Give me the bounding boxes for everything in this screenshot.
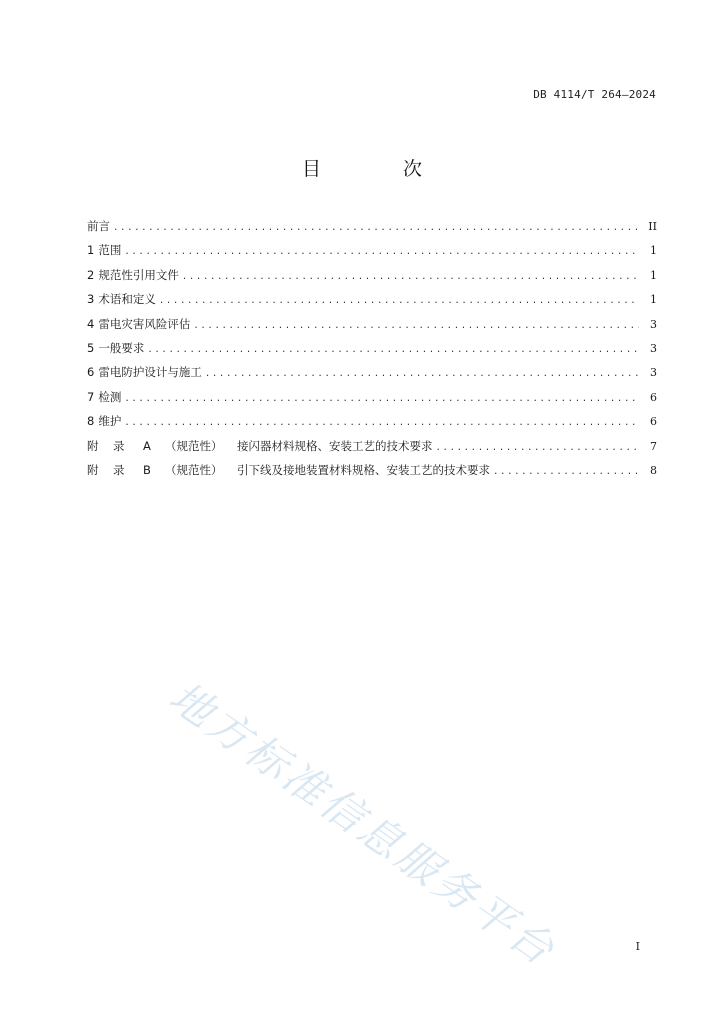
appendix-prefix-lu: 录: [113, 438, 125, 453]
toc-entry-label: 前言: [87, 219, 110, 233]
toc-entry-page: 6: [650, 390, 657, 404]
toc-entry-page: 3: [650, 341, 657, 355]
toc-entry-design-construction[interactable]: [87, 364, 657, 388]
toc-entry-scope[interactable]: [87, 242, 657, 266]
toc-entry-page: 1: [650, 268, 657, 282]
toc-entry-appendix-a[interactable]: [87, 438, 657, 462]
table-of-contents: [87, 218, 657, 486]
toc-title: 目 次: [301, 158, 461, 180]
appendix-prefix-fu: 附: [87, 462, 99, 477]
toc-entry-number: 4: [87, 316, 95, 331]
toc-entry-number: 8: [87, 414, 95, 429]
toc-entry-page: 8: [650, 463, 657, 477]
toc-entry-label: 检测: [98, 389, 122, 404]
document-code: DB 4114/T 264—2024: [533, 88, 656, 101]
dot-leader: [193, 318, 639, 335]
toc-entry-number: 7: [87, 389, 95, 404]
toc-entry-label: 规范性引用文件: [98, 267, 179, 282]
toc-entry-label: 术语和定义: [98, 292, 156, 307]
toc-entry-terms-definitions[interactable]: [87, 291, 657, 315]
appendix-type: （规范性）: [165, 462, 223, 477]
toc-entry-label: 范围: [98, 243, 122, 258]
toc-entry-label: 雷电防护设计与施工: [98, 365, 202, 380]
appendix-prefix-lu: 录: [113, 462, 125, 477]
toc-entry-page: 3: [650, 317, 657, 331]
toc-entry-number: 5: [87, 340, 95, 355]
watermark: 地方标准信息服务平台: [160, 671, 566, 976]
toc-entry-page: 6: [650, 415, 657, 429]
toc-entry-inspection[interactable]: [87, 389, 657, 413]
toc-entry-label: 接闪器材料规格、安装工艺的技术要求: [237, 438, 433, 453]
toc-entry-page: 1: [650, 293, 657, 307]
dot-leader: [124, 244, 639, 261]
toc-entry-label: 一般要求: [98, 340, 145, 355]
toc-entry-page: 3: [650, 366, 657, 380]
toc-entry-number: 1: [87, 243, 95, 258]
appendix-type: （规范性）: [165, 438, 223, 453]
toc-entry-appendix-b[interactable]: [87, 462, 657, 486]
dot-leader: [182, 269, 639, 286]
toc-entry-number: 3: [87, 292, 95, 307]
dot-leader: [113, 220, 639, 237]
toc-entry-number: 6: [87, 365, 95, 380]
page-number: I: [635, 940, 640, 953]
toc-entry-page: 1: [650, 244, 657, 258]
toc-entry-label: 引下线及接地装置材料规格、安装工艺的技术要求: [237, 462, 490, 477]
appendix-letter: A: [143, 438, 151, 453]
appendix-letter: B: [143, 462, 151, 477]
toc-entry-maintenance[interactable]: [87, 413, 657, 437]
toc-entry-risk-assessment[interactable]: [87, 316, 657, 340]
dot-leader: [124, 391, 639, 408]
toc-entry-label: 雷电灾害风险评估: [98, 316, 191, 331]
dot-leader: [436, 440, 640, 457]
toc-entry-general-requirements[interactable]: [87, 340, 657, 364]
dot-leader: [159, 293, 639, 310]
toc-entry-normative-references[interactable]: [87, 267, 657, 291]
appendix-prefix-fu: 附: [87, 438, 99, 453]
toc-entry-page: 7: [650, 439, 657, 453]
toc-entry-foreword[interactable]: [87, 218, 657, 242]
toc-entry-page: II: [648, 220, 657, 233]
dot-leader: [124, 415, 639, 432]
dot-leader: [205, 366, 639, 383]
toc-entry-number: 2: [87, 267, 95, 282]
dot-leader: [147, 342, 639, 359]
toc-entry-label: 维护: [98, 414, 122, 429]
dot-leader: [493, 464, 639, 481]
